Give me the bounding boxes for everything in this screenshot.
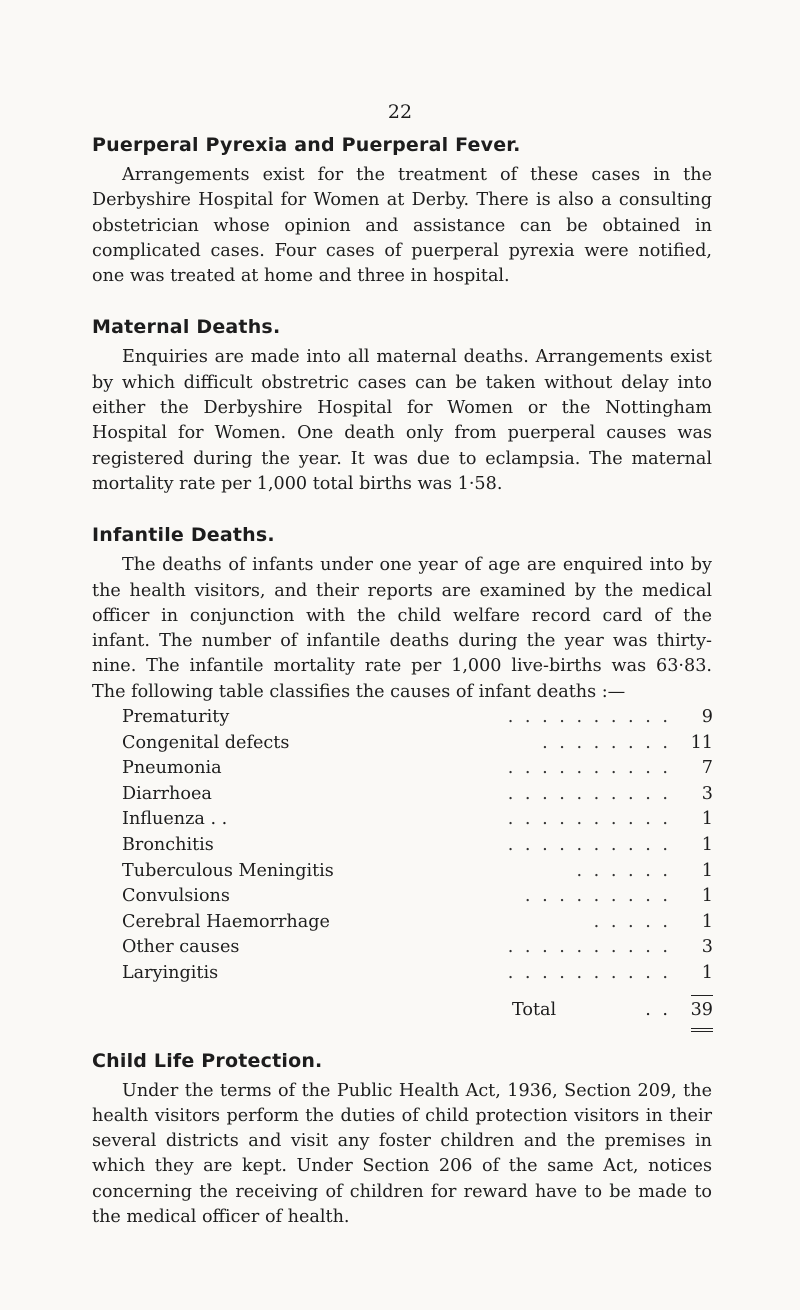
child-life-section	[92, 1050, 712, 1231]
cause-label: Cerebral Haemorrhage	[122, 911, 330, 932]
cause-count: 11	[690, 732, 713, 753]
maternal-heading: Maternal Deaths.	[92, 316, 281, 339]
total-rule	[691, 995, 713, 996]
cause-label: Prematurity	[122, 707, 230, 728]
cause-count: 1	[701, 860, 713, 881]
cause-count: 1	[701, 835, 713, 856]
leader-dots: . . . . . . . . . .	[507, 835, 671, 856]
infant-deaths-rows	[122, 707, 713, 989]
cause-label: Diarrhoea	[122, 783, 212, 804]
puerperal-heading: Puerperal Pyrexia and Puerperal Fever.	[92, 134, 521, 156]
leader-dots: . . . . . . . . . .	[507, 783, 671, 804]
table-row	[122, 963, 713, 989]
total-value: 39	[690, 999, 713, 1020]
leader-dots: . . . . . . . . . .	[507, 962, 671, 983]
table-row	[122, 937, 713, 963]
total-row	[122, 1000, 713, 1025]
cause-label: Laryingitis	[122, 962, 219, 983]
table-row	[122, 886, 713, 912]
leader-dots: . . . . . . . . .	[524, 886, 671, 907]
table-row	[122, 758, 713, 784]
leader-dots: . . . . . . . .	[542, 732, 671, 753]
child-life-heading: Child Life Protection.	[92, 1049, 323, 1072]
table-row	[122, 809, 713, 835]
infantile-heading: Infantile Deaths.	[92, 524, 275, 547]
table-row	[122, 835, 713, 861]
cause-count: 3	[701, 783, 713, 804]
infantile-section	[92, 524, 712, 1031]
leader-dots: . . . . . . . . . .	[507, 758, 671, 779]
page-content	[92, 134, 712, 1257]
puerperal-section	[92, 134, 712, 289]
infantile-body: The deaths of infants under one year of age are enquired into by the health visitors, and their reports are examined by the medical officer in conjunction with the child welfare record card of the infant. The number of infantile deaths during the year was thirty-nine. The infantile mortality rate per 1,000 live-births was 63·83. The following table classifies the causes of infant deaths :—	[92, 555, 712, 702]
cause-count: 7	[701, 758, 713, 779]
cause-count: 1	[701, 911, 713, 932]
maternal-section	[92, 316, 712, 497]
cause-count: 3	[701, 937, 713, 958]
cause-label: Other causes	[122, 937, 240, 958]
table-row	[122, 861, 713, 887]
child-life-body: Under the terms of the Public Health Act, 1936, Section 209, the health visitors perform the duties of child protection visitors in their several districts and visit any foster children and the premises in which they are kept. Under Section 206 of the same Act, notices concerning the receiving of children for reward have to be made to the medical officer of health.	[92, 1080, 712, 1228]
maternal-body: Enquiries are made into all maternal deaths. Arrangements exist by which difficult obstretric cases can be taken without delay into either the Derbyshire Hospital for Women or the Nottingham Hospital for Women. One death only from puerperal causes was registered during the year. It was due to eclampsia. The maternal mortality rate per 1,000 total births was 1·58.	[92, 347, 712, 494]
cause-count: 1	[701, 886, 713, 907]
total-double-rule	[691, 1028, 713, 1032]
cause-label: Congenital defects	[122, 732, 290, 753]
cause-label: Influenza . .	[122, 809, 228, 830]
cause-label: Tuberculous Meningitis	[122, 860, 334, 881]
leader-dots: . . . . . .	[576, 860, 671, 881]
infant-deaths-table	[122, 707, 713, 1032]
total-dots: . .	[645, 999, 671, 1020]
cause-label: Pneumonia	[122, 758, 222, 779]
cause-label: Convulsions	[122, 886, 230, 907]
cause-count: 9	[701, 707, 713, 728]
puerperal-body: Arrangements exist for the treatment of these cases in the Derbyshire Hospital for Women at Derby. There is also a consulting obstetrician whose opinion and assistance can be obtained in complicated cases. Four cases of puerperal pyrexia were notified, one was treated at home and three in hospital.	[92, 165, 712, 287]
page-number: 22	[387, 101, 413, 123]
cause-count: 1	[701, 962, 713, 983]
total-label: Total	[512, 999, 557, 1020]
cause-count: 1	[701, 809, 713, 830]
table-row	[122, 912, 713, 938]
cause-label: Bronchitis	[122, 835, 214, 856]
table-row	[122, 707, 713, 733]
leader-dots: . . . . . . . . . .	[507, 707, 671, 728]
table-row	[122, 784, 713, 810]
leader-dots: . . . . . . . . . .	[507, 809, 671, 830]
table-row	[122, 733, 713, 759]
leader-dots: . . . . .	[593, 911, 671, 932]
leader-dots: . . . . . . . . . .	[507, 937, 671, 958]
